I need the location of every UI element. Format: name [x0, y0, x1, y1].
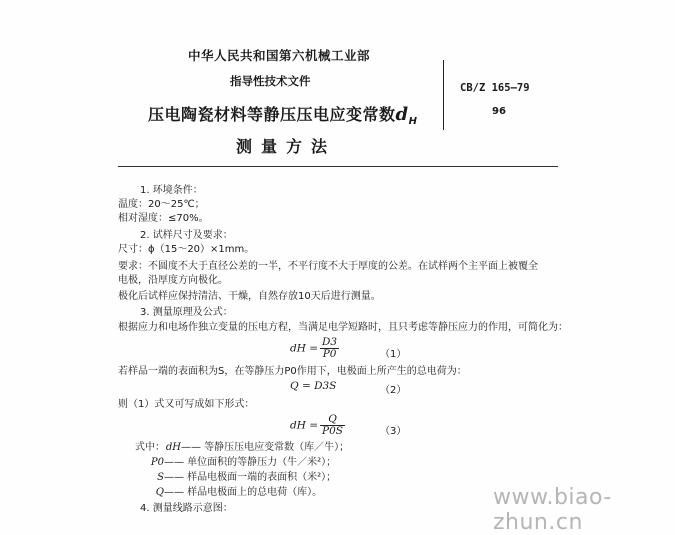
equation-3: dH = $\frac{Q}{P0S}$ — [290, 413, 343, 437]
section-3-heading: 3. 测量原理及公式： — [140, 307, 233, 318]
equation-3-number: （3） — [380, 426, 407, 437]
equation-1-number: （1） — [380, 349, 407, 360]
document-subtitle: 测量方法 — [236, 137, 337, 156]
equation-1: dH = $\frac{D3}{P0}$ — [290, 336, 338, 360]
section-4-heading: 4. 测量线路示意图： — [140, 503, 233, 514]
page-number: 96 — [492, 106, 506, 117]
specimen-size: 尺寸：ϕ（15～20）×1mm。 — [118, 244, 255, 255]
document-type: 指导性技术文件 — [230, 74, 311, 88]
equation-2-number: （2） — [380, 385, 407, 396]
watermark-text: www.biao-zhun.cn — [493, 485, 612, 535]
definition-row: Q—— 样品电极面上的总电荷（库）。 — [155, 487, 323, 498]
principle-text: 根据应力和电场作独立变量的压电方程，当满足电学短路时，且只考虑等静压应力的作用，可简化为： — [118, 322, 568, 333]
standard-code-box — [443, 60, 549, 130]
definition-row: S—— 样品电极面一端的表面积（米²）； — [157, 472, 337, 483]
humidity-line: 相对湿度：≤70%。 — [118, 213, 209, 224]
definition-row: P0—— 单位面积的等静压力（牛／米²）； — [150, 457, 337, 468]
rewrite-text: 则（1）式又可写成如下形式： — [118, 399, 255, 410]
temperature-line: 温度：20～25℃； — [118, 199, 205, 210]
standard-number: CB/Z 165—79 — [460, 82, 530, 94]
specimen-requirements-1: 要求：不圆度不大于直径公差的一半，不平行度不大于厚度的公差。在试样两个主平面上被覆全 — [118, 261, 538, 272]
where-label: 式中： — [135, 442, 165, 453]
section-1-heading: 1. 环境条件： — [140, 185, 203, 196]
charge-text: 若样品一端的表面积为S，在等静压力P0作用下，电极面上所产生的总电荷为： — [118, 366, 467, 377]
after-poling-note: 极化后试样应保持清洁、干燥，自然存放10天后进行测量。 — [118, 291, 381, 302]
header-divider — [118, 166, 558, 167]
specimen-requirements-2: 电极，沿厚度方向极化。 — [118, 275, 228, 286]
issuing-ministry: 中华人民共和国第六机械工业部 — [188, 48, 371, 63]
section-2-heading: 2. 试样尺寸及要求： — [140, 230, 233, 241]
definition-row: 式中：dH—— 等静压压电应变常数（库／牛）； — [135, 442, 350, 453]
document-title: 压电陶瓷材料等静压压电应变常数$d_H$ — [148, 104, 418, 128]
equation-2: Q = D3S — [290, 380, 337, 392]
